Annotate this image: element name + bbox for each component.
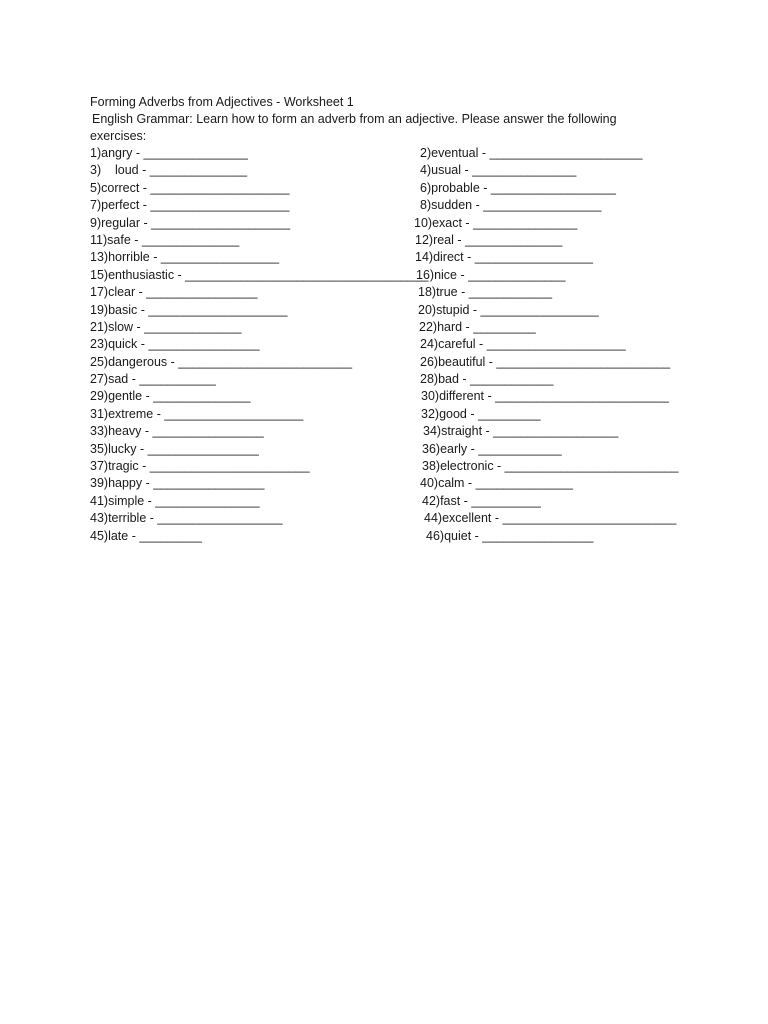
exercise-item: 45)late - _________ <box>90 528 202 543</box>
exercise-row <box>90 180 690 197</box>
exercise-item: 29)gentle - ______________ <box>90 389 251 404</box>
exercise-item: 26)beautiful - _________________________ <box>420 354 671 369</box>
exercise-row <box>90 197 690 214</box>
exercise-row <box>90 232 690 249</box>
exercise-item: 36)early - ____________ <box>422 441 562 456</box>
worksheet-title: Forming Adverbs from Adjectives - Worksheet 1 <box>90 95 354 109</box>
exercise-row <box>90 284 690 301</box>
exercise-item: 39)happy - ________________ <box>90 476 265 491</box>
exercise-row <box>90 510 690 527</box>
exercise-item: 6)probable - __________________ <box>420 180 617 195</box>
exercise-item: 11)safe - ______________ <box>90 232 240 247</box>
exercise-item: 17)clear - ________________ <box>90 285 258 300</box>
exercise-item: 34)straight - __________________ <box>423 424 619 439</box>
exercise-item: 7)perfect - ____________________ <box>90 198 290 213</box>
exercise-item: 8)sudden - _________________ <box>420 198 602 213</box>
exercise-item: 1)angry - _______________ <box>90 146 248 160</box>
exercise-row <box>90 267 690 284</box>
exercise-row <box>90 354 690 371</box>
exercise-item: 33)heavy - ________________ <box>90 424 264 439</box>
exercise-row <box>90 493 690 510</box>
exercise-row <box>90 302 690 319</box>
exercise-item: 40)calm - ______________ <box>420 476 573 491</box>
exercise-item: 4)usual - _______________ <box>420 163 577 178</box>
exercise-item: 10)exact - _______________ <box>414 215 578 230</box>
exercise-row <box>90 336 690 353</box>
exercise-item: 23)quick - ________________ <box>90 337 260 352</box>
exercise-row <box>90 458 690 475</box>
exercise-item: 25)dangerous - _________________________ <box>90 354 353 369</box>
exercise-item: 43)terrible - __________________ <box>90 511 283 526</box>
exercise-row <box>90 406 690 423</box>
exercise-row <box>90 475 690 492</box>
instructions-line-2: exercises: <box>90 129 147 144</box>
exercise-row <box>90 162 690 179</box>
exercise-item: 37)tragic - _______________________ <box>90 459 310 474</box>
exercise-item: 9)regular - ____________________ <box>90 215 291 230</box>
exercise-item: 31)extreme - ____________________ <box>90 406 304 421</box>
exercise-item: 19)basic - ____________________ <box>90 302 288 317</box>
exercise-item: 15)enthusiastic - ___________________________________ <box>90 267 429 282</box>
exercise-item: 44)excellent - _________________________ <box>424 511 677 526</box>
exercise-row <box>90 145 690 162</box>
exercise-item: 38)electronic - _________________________ <box>422 459 679 474</box>
exercise-item: 3) loud - ______________ <box>90 163 248 178</box>
exercise-item: 42)fast - __________ <box>422 493 541 508</box>
exercise-item: 24)careful - ____________________ <box>420 337 626 352</box>
exercise-item: 22)hard - _________ <box>419 319 536 334</box>
exercise-row <box>90 441 690 458</box>
exercise-row <box>90 423 690 440</box>
exercise-item: 27)sad - ___________ <box>90 372 216 387</box>
exercise-item: 21)slow - ______________ <box>90 319 242 334</box>
exercise-item: 2)eventual - ______________________ <box>420 146 643 160</box>
exercise-item: 5)correct - ____________________ <box>90 180 290 195</box>
exercise-item: 28)bad - ____________ <box>420 372 554 387</box>
exercise-item: 30)different - _________________________ <box>421 389 669 404</box>
exercise-item: 46)quiet - ________________ <box>426 528 594 543</box>
instructions-line-1: English Grammar: Learn how to form an adverb from an adjective. Please answer the following <box>92 112 617 126</box>
exercise-item: 41)simple - _______________ <box>90 493 260 508</box>
exercise-item: 32)good - _________ <box>421 406 541 421</box>
exercise-item: 16)nice - ______________ <box>416 267 566 282</box>
exercise-item: 13)horrible - _________________ <box>90 250 280 265</box>
exercise-item: 14)direct - _________________ <box>415 250 593 265</box>
exercise-row <box>90 319 690 336</box>
exercise-item: 35)lucky - ________________ <box>90 441 259 456</box>
worksheet-instructions <box>90 111 650 146</box>
exercise-row <box>90 371 690 388</box>
exercise-list <box>90 145 690 545</box>
exercise-item: 20)stupid - _________________ <box>418 302 599 317</box>
exercise-row <box>90 215 690 232</box>
exercise-item: 18)true - ____________ <box>418 285 553 300</box>
exercise-row <box>90 528 690 545</box>
exercise-row <box>90 249 690 266</box>
exercise-item: 12)real - ______________ <box>415 232 563 247</box>
exercise-row <box>90 388 690 405</box>
